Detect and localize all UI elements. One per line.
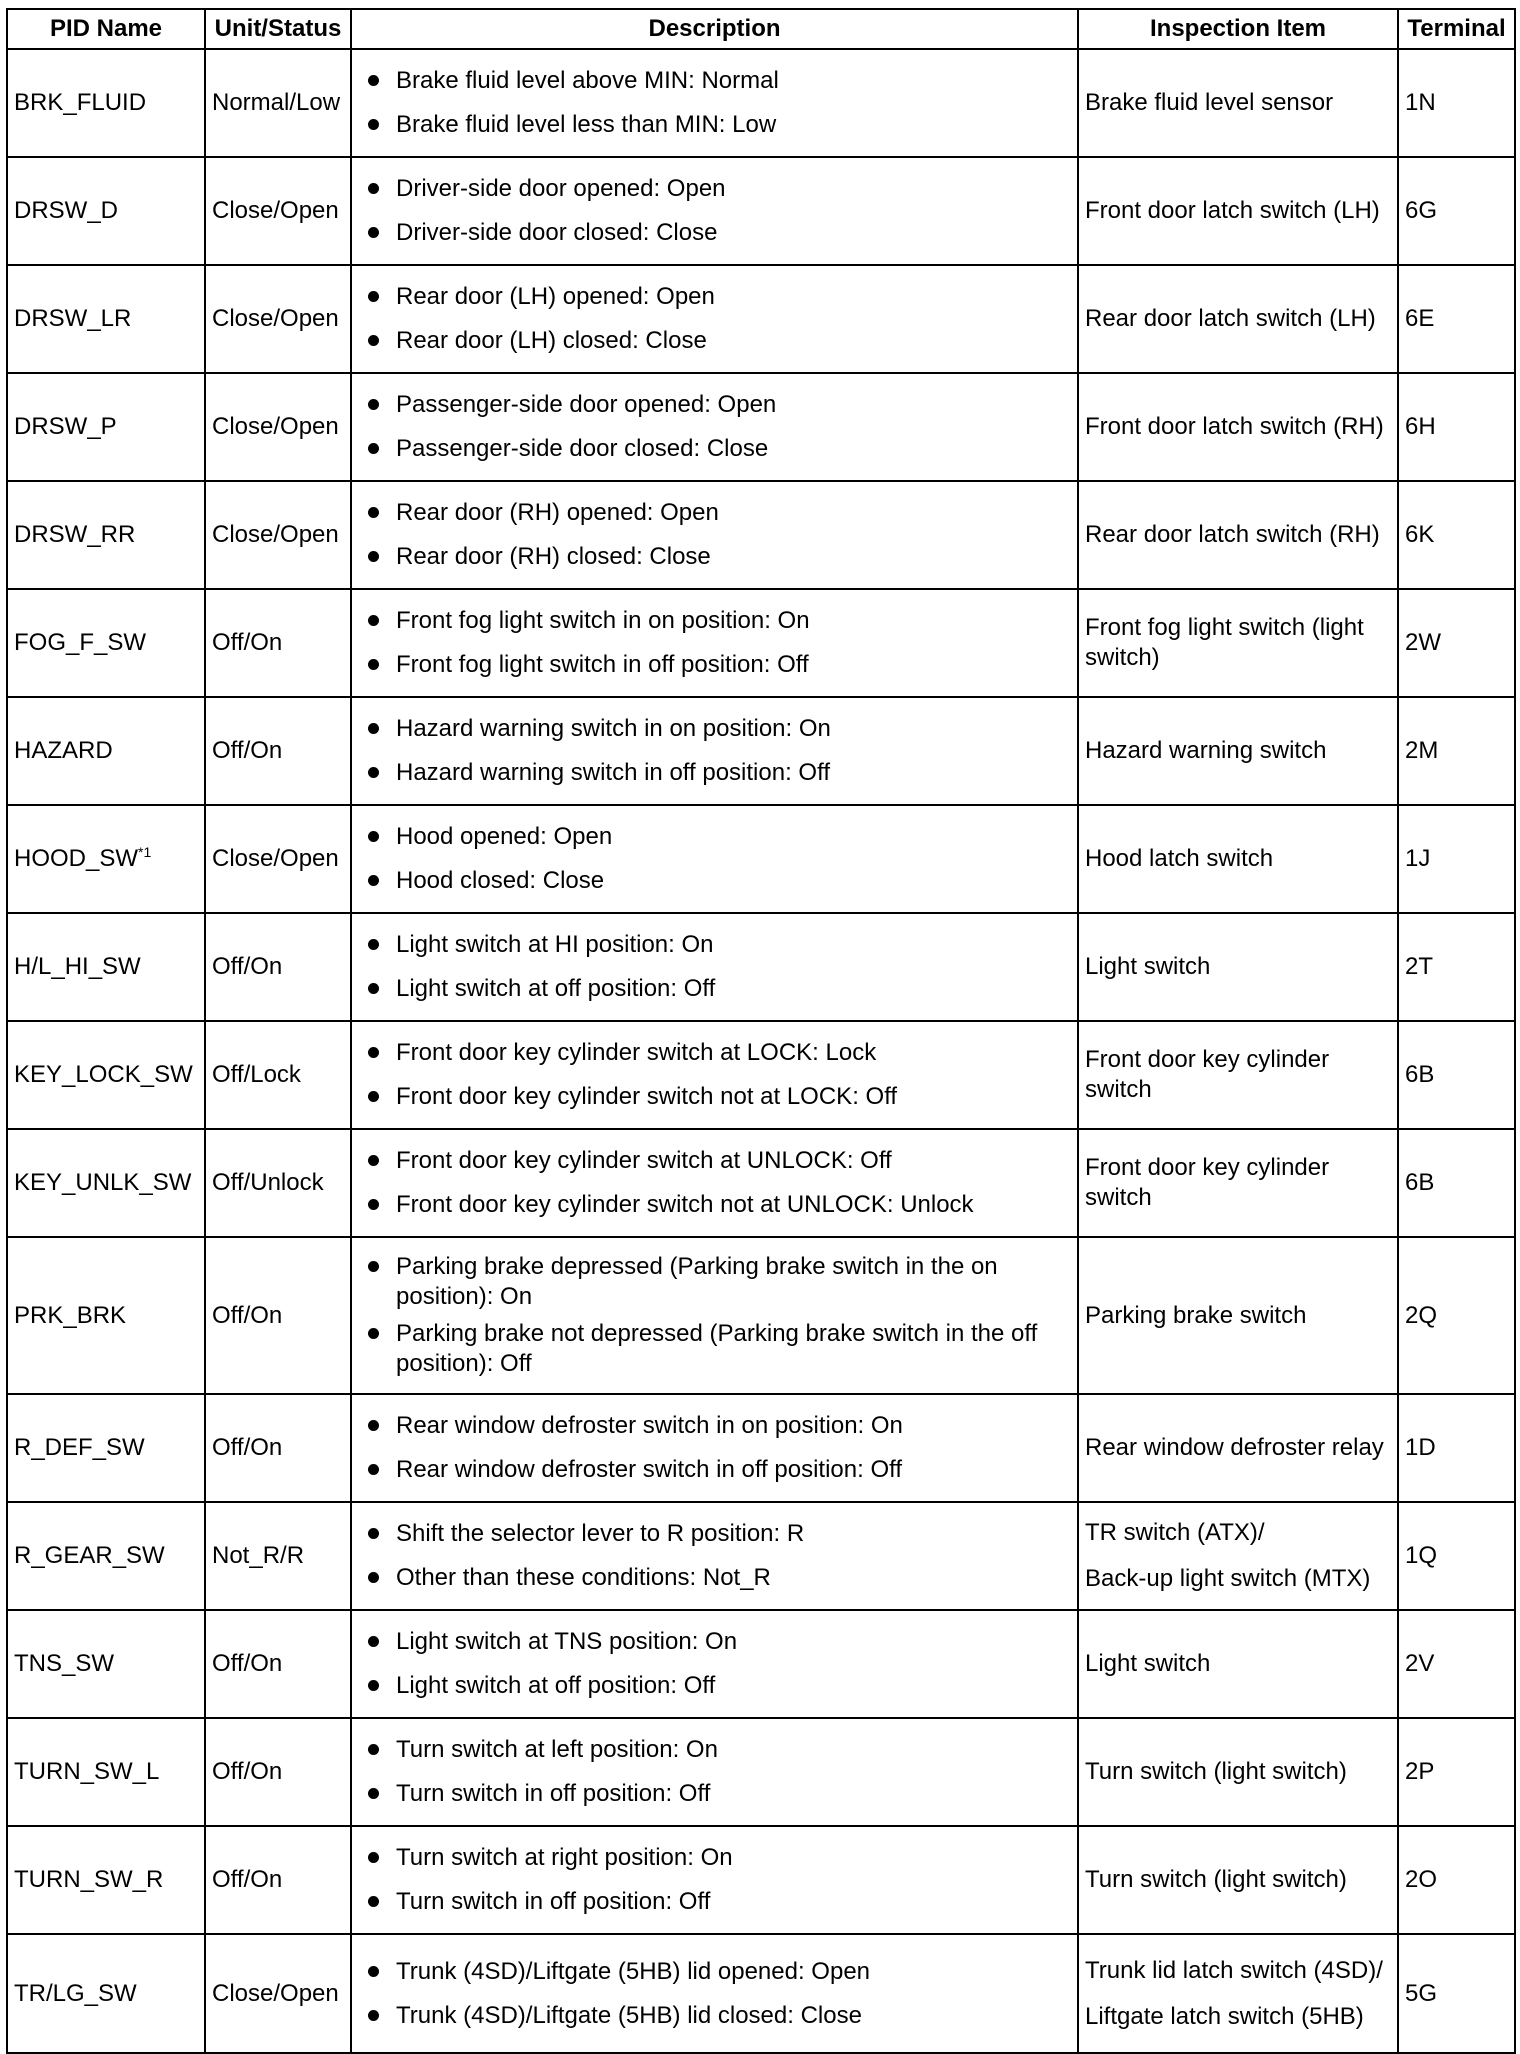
description-item: Rear door (RH) opened: Open xyxy=(358,498,1071,528)
inspection-item-line: Turn switch (light switch) xyxy=(1085,1758,1347,1785)
description-item: Turn switch at right position: On xyxy=(358,1843,1071,1873)
description-list xyxy=(358,1130,1071,1236)
description-list xyxy=(358,698,1071,804)
header-description: Description xyxy=(351,9,1078,49)
unit-status-cell: Off/On xyxy=(205,1826,351,1934)
inspection-item-cell xyxy=(1078,1718,1398,1826)
description-cell xyxy=(351,481,1078,589)
inspection-item-cell xyxy=(1078,589,1398,697)
pid-name-cell xyxy=(7,1394,205,1502)
description-cell xyxy=(351,805,1078,913)
description-item: Front door key cylinder switch not at LOCK: Off xyxy=(358,1082,1071,1112)
description-item: Front fog light switch in on position: On xyxy=(358,606,1071,636)
pid-name-cell xyxy=(7,1610,205,1718)
description-item: Shift the selector lever to R position: R xyxy=(358,1519,1071,1549)
description-item: Trunk (4SD)/Liftgate (5HB) lid opened: Open xyxy=(358,1957,1071,1987)
description-item: Turn switch in off position: Off xyxy=(358,1779,1071,1809)
description-list xyxy=(358,1503,1071,1609)
table-row xyxy=(7,49,1515,157)
pid-name-cell xyxy=(7,265,205,373)
unit-status-cell: Close/Open xyxy=(205,265,351,373)
description-list xyxy=(358,374,1071,480)
description-cell xyxy=(351,697,1078,805)
table-row xyxy=(7,805,1515,913)
description-item: Driver-side door opened: Open xyxy=(358,174,1071,204)
table-row xyxy=(7,1934,1515,2053)
pid-name: DRSW_LR xyxy=(14,305,132,332)
terminal-cell: 2P xyxy=(1398,1718,1515,1826)
unit-status-cell: Off/On xyxy=(205,697,351,805)
table-row xyxy=(7,1021,1515,1129)
description-list xyxy=(358,914,1071,1020)
pid-name: DRSW_P xyxy=(14,413,117,440)
inspection-item-line: Front door key cylinder switch xyxy=(1085,1154,1330,1211)
description-item: Front fog light switch in off position: Off xyxy=(358,650,1071,680)
inspection-item-cell xyxy=(1078,49,1398,157)
description-list xyxy=(358,590,1071,696)
terminal-cell: 1Q xyxy=(1398,1502,1515,1610)
description-item: Rear window defroster switch in off position: Off xyxy=(358,1455,1071,1485)
unit-status-cell: Off/On xyxy=(205,1237,351,1394)
table-row xyxy=(7,481,1515,589)
terminal-cell: 1D xyxy=(1398,1394,1515,1502)
pid-name: BRK_FLUID xyxy=(14,89,147,116)
unit-status-cell: Off/Lock xyxy=(205,1021,351,1129)
terminal-cell: 6E xyxy=(1398,265,1515,373)
pid-name-cell xyxy=(7,913,205,1021)
unit-status-cell: Normal/Low xyxy=(205,49,351,157)
pid-footnote-mark: *1 xyxy=(138,844,152,860)
pid-name: H/L_HI_SW xyxy=(14,953,141,980)
description-item: Trunk (4SD)/Liftgate (5HB) lid closed: Close xyxy=(358,2001,1071,2031)
description-item: Light switch at HI position: On xyxy=(358,930,1071,960)
pid-name-cell xyxy=(7,481,205,589)
inspection-item-cell xyxy=(1078,1394,1398,1502)
description-item: Hazard warning switch in on position: On xyxy=(358,714,1071,744)
description-cell xyxy=(351,1718,1078,1826)
description-list xyxy=(358,482,1071,588)
inspection-item-cell xyxy=(1078,265,1398,373)
description-item: Light switch at TNS position: On xyxy=(358,1627,1071,1657)
terminal-cell: 2T xyxy=(1398,913,1515,1021)
pid-name-cell xyxy=(7,1021,205,1129)
unit-status-cell: Close/Open xyxy=(205,481,351,589)
pid-name-cell xyxy=(7,1129,205,1237)
inspection-item-cell xyxy=(1078,1502,1398,1610)
description-list xyxy=(358,1719,1071,1825)
inspection-item-cell xyxy=(1078,481,1398,589)
table-row xyxy=(7,373,1515,481)
inspection-item-line: Rear door latch switch (RH) xyxy=(1085,521,1380,548)
description-list xyxy=(358,158,1071,264)
pid-name: KEY_UNLK_SW xyxy=(14,1169,192,1196)
description-item: Turn switch at left position: On xyxy=(358,1735,1071,1765)
unit-status-cell: Off/Unlock xyxy=(205,1129,351,1237)
inspection-item-cell xyxy=(1078,805,1398,913)
description-list xyxy=(358,266,1071,372)
description-cell xyxy=(351,265,1078,373)
description-cell xyxy=(351,1129,1078,1237)
description-cell xyxy=(351,1394,1078,1502)
description-item: Rear door (LH) opened: Open xyxy=(358,282,1071,312)
inspection-item-cell xyxy=(1078,1129,1398,1237)
unit-status-cell: Close/Open xyxy=(205,805,351,913)
description-item: Driver-side door closed: Close xyxy=(358,218,1071,248)
unit-status-cell: Off/On xyxy=(205,589,351,697)
inspection-item-cell xyxy=(1078,157,1398,265)
pid-name-cell xyxy=(7,1826,205,1934)
inspection-item-cell xyxy=(1078,1934,1398,2053)
inspection-item-line: Light switch xyxy=(1085,953,1211,980)
inspection-item-line: Back-up light switch (MTX) xyxy=(1085,1565,1371,1592)
unit-status-cell: Off/On xyxy=(205,1394,351,1502)
pid-name: TURN_SW_L xyxy=(14,1758,160,1785)
pid-name-cell xyxy=(7,157,205,265)
terminal-cell: 6B xyxy=(1398,1021,1515,1129)
pid-name-cell xyxy=(7,589,205,697)
inspection-item-cell xyxy=(1078,1021,1398,1129)
inspection-item-line: Rear window defroster relay xyxy=(1085,1434,1384,1461)
inspection-item-line: Brake fluid level sensor xyxy=(1085,89,1334,116)
inspection-item-line: Front door latch switch (RH) xyxy=(1085,413,1384,440)
pid-name: KEY_LOCK_SW xyxy=(14,1061,193,1088)
inspection-item-line: TR switch (ATX)/ xyxy=(1085,1519,1265,1546)
description-list xyxy=(358,1395,1071,1501)
description-list xyxy=(358,50,1071,156)
description-item: Rear door (LH) closed: Close xyxy=(358,326,1071,356)
inspection-item-cell xyxy=(1078,1237,1398,1394)
description-list xyxy=(358,1611,1071,1717)
pid-name: R_DEF_SW xyxy=(14,1434,145,1461)
table-body xyxy=(7,49,1515,2053)
description-item: Hood opened: Open xyxy=(358,822,1071,852)
unit-status-cell: Close/Open xyxy=(205,157,351,265)
pid-name: HOOD_SW xyxy=(14,845,139,872)
pid-name-cell xyxy=(7,805,205,913)
description-item: Front door key cylinder switch not at UNLOCK: Unlock xyxy=(358,1190,1071,1220)
description-item: Brake fluid level above MIN: Normal xyxy=(358,66,1071,96)
table-row xyxy=(7,697,1515,805)
pid-name: TNS_SW xyxy=(14,1650,115,1677)
description-cell xyxy=(351,1021,1078,1129)
description-item: Turn switch in off position: Off xyxy=(358,1887,1071,1917)
pid-name-cell xyxy=(7,373,205,481)
pid-name: TURN_SW_R xyxy=(14,1866,164,1893)
description-item: Passenger-side door opened: Open xyxy=(358,390,1071,420)
pid-name: PRK_BRK xyxy=(14,1301,127,1329)
unit-status-cell: Close/Open xyxy=(205,1934,351,2053)
pid-name-cell xyxy=(7,1237,205,1394)
description-list xyxy=(358,806,1071,912)
pid-name: FOG_F_SW xyxy=(14,629,147,656)
unit-status-cell: Off/On xyxy=(205,1718,351,1826)
inspection-item-line: Front door key cylinder switch xyxy=(1085,1046,1330,1103)
terminal-cell: 2W xyxy=(1398,589,1515,697)
inspection-item-line: Light switch xyxy=(1085,1650,1211,1677)
inspection-item-cell xyxy=(1078,373,1398,481)
description-cell xyxy=(351,157,1078,265)
description-item: Hazard warning switch in off position: Off xyxy=(358,758,1071,788)
description-item: Passenger-side door closed: Close xyxy=(358,434,1071,464)
description-cell xyxy=(351,1826,1078,1934)
pid-name-cell xyxy=(7,1502,205,1610)
description-item: Front door key cylinder switch at LOCK: Lock xyxy=(358,1038,1071,1068)
terminal-cell: 6G xyxy=(1398,157,1515,265)
table-row xyxy=(7,1826,1515,1934)
inspection-item-line: Turn switch (light switch) xyxy=(1085,1866,1347,1893)
table-row xyxy=(7,1502,1515,1610)
terminal-cell: 1N xyxy=(1398,49,1515,157)
description-item: Brake fluid level less than MIN: Low xyxy=(358,110,1071,140)
description-list xyxy=(358,1827,1071,1933)
pid-name: DRSW_D xyxy=(14,197,119,224)
description-cell xyxy=(351,1237,1078,1394)
terminal-cell: 1J xyxy=(1398,805,1515,913)
header-unit-status: Unit/Status xyxy=(205,9,351,49)
table-row xyxy=(7,265,1515,373)
table-row xyxy=(7,589,1515,697)
header-pid-name: PID Name xyxy=(7,9,205,49)
inspection-item-line: Hazard warning switch xyxy=(1085,737,1327,764)
terminal-cell: 6H xyxy=(1398,373,1515,481)
inspection-item-line: Front door latch switch (LH) xyxy=(1085,197,1380,224)
description-cell xyxy=(351,913,1078,1021)
pid-name-cell xyxy=(7,697,205,805)
description-item: Light switch at off position: Off xyxy=(358,974,1071,1004)
terminal-cell: 2Q xyxy=(1398,1237,1515,1394)
terminal-cell: 2M xyxy=(1398,697,1515,805)
table-row xyxy=(7,913,1515,1021)
unit-status-cell: Not_R/R xyxy=(205,1502,351,1610)
description-item: Rear door (RH) closed: Close xyxy=(358,542,1071,572)
pid-name: HAZARD xyxy=(14,737,113,764)
terminal-cell: 2V xyxy=(1398,1610,1515,1718)
inspection-item-line: Rear door latch switch (LH) xyxy=(1085,305,1376,332)
inspection-item-cell xyxy=(1078,1610,1398,1718)
inspection-item-cell xyxy=(1078,913,1398,1021)
terminal-cell: 6B xyxy=(1398,1129,1515,1237)
terminal-cell: 2O xyxy=(1398,1826,1515,1934)
description-cell xyxy=(351,1934,1078,2053)
description-item: Other than these conditions: Not_R xyxy=(358,1563,1071,1593)
pid-name: R_GEAR_SW xyxy=(14,1542,165,1569)
inspection-item-line: Trunk lid latch switch (4SD)/ xyxy=(1085,1956,1383,1984)
description-cell xyxy=(351,589,1078,697)
description-item: Light switch at off position: Off xyxy=(358,1671,1071,1701)
description-item: Parking brake not depressed (Parking brake switch in the off position): Off xyxy=(358,1319,1071,1379)
unit-status-cell: Off/On xyxy=(205,1610,351,1718)
inspection-item-line: Parking brake switch xyxy=(1085,1301,1307,1329)
description-cell xyxy=(351,373,1078,481)
header-terminal: Terminal xyxy=(1398,9,1515,49)
description-list xyxy=(358,1243,1071,1388)
terminal-cell: 5G xyxy=(1398,1934,1515,2053)
inspection-item-line: Hood latch switch xyxy=(1085,845,1274,872)
header-row xyxy=(7,9,1515,49)
description-item: Rear window defroster switch in on position: On xyxy=(358,1411,1071,1441)
inspection-item-line: Front fog light switch (light switch) xyxy=(1085,614,1364,671)
pid-name-cell xyxy=(7,49,205,157)
table-row xyxy=(7,1718,1515,1826)
description-item: Parking brake depressed (Parking brake switch in the on position): On xyxy=(358,1252,1071,1312)
inspection-item-line: Liftgate latch switch (5HB) xyxy=(1085,2002,1364,2030)
description-item: Front door key cylinder switch at UNLOCK: Off xyxy=(358,1146,1071,1176)
description-cell xyxy=(351,1610,1078,1718)
description-cell xyxy=(351,49,1078,157)
inspection-item-cell xyxy=(1078,1826,1398,1934)
inspection-item-cell xyxy=(1078,697,1398,805)
header-inspection-item: Inspection Item xyxy=(1078,9,1398,49)
pid-name: DRSW_RR xyxy=(14,521,136,548)
unit-status-cell: Close/Open xyxy=(205,373,351,481)
table-row xyxy=(7,1394,1515,1502)
pid-table xyxy=(6,8,1516,2054)
description-list xyxy=(358,1941,1071,2047)
table-row xyxy=(7,1237,1515,1394)
pid-name: TR/LG_SW xyxy=(14,1979,137,2007)
pid-name-cell xyxy=(7,1934,205,2053)
unit-status-cell: Off/On xyxy=(205,913,351,1021)
table-row xyxy=(7,157,1515,265)
description-list xyxy=(358,1022,1071,1128)
description-cell xyxy=(351,1502,1078,1610)
table-row xyxy=(7,1129,1515,1237)
description-item: Hood closed: Close xyxy=(358,866,1071,896)
table-row xyxy=(7,1610,1515,1718)
pid-name-cell xyxy=(7,1718,205,1826)
terminal-cell: 6K xyxy=(1398,481,1515,589)
